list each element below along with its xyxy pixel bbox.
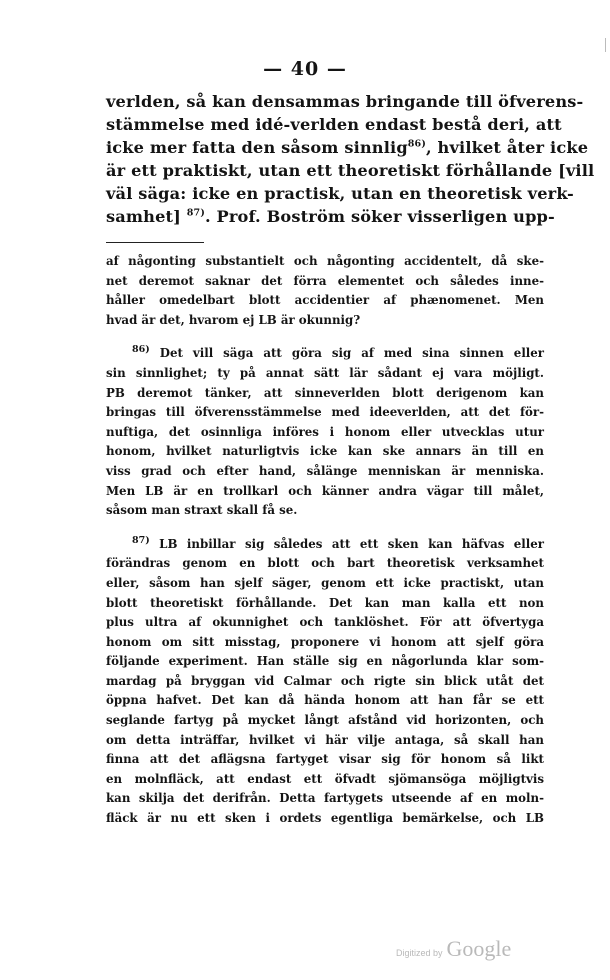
note87-line-4: blott theoretiskt förhållande. Det kan man kalla ett non [106,595,544,610]
page-number: — 40 — [263,58,347,80]
note86-line-1 [106,344,544,364]
body-line-4: är ett praktiskt, utan ett theoretiskt förhållande [vill [106,161,595,180]
body-line-6 [106,205,555,228]
note87-line-12: finna att det aflägsna fartyget visar sig för honom så likt [106,752,544,767]
note87-line-9: öppna hafvet. Det kan då hända honom att han får se ett [106,693,544,708]
note87-line-10: seglande fartyg på mycket långt afstånd vid horizonten, och [106,713,544,728]
note87-line-11: om detta inträffar, hvilket vi här vilje antaga, så skall han [106,732,544,747]
body-line-3-text: icke mer fatta den såsom sinnlig [106,138,408,157]
note87-line-8: mardag på bryggan vid Calmar och rigte sin blick utåt det [106,673,544,688]
note-intro-line-1: af någonting substantielt och någonting accidentelt, då ske- [106,254,544,268]
footnote-ref-87[interactable]: 87) [186,207,205,219]
footnote-marker-87: 87) [132,534,150,546]
note86-line-6: honom, hvilket naturligtvis icke kan ske annars än till en [106,444,544,459]
margin-mark [605,38,606,52]
body-line-3-rest: , hvilket åter icke [425,138,589,157]
note87-line-14: kan skilja det derifrån. Detta fartygets utseende af en moln- [106,791,544,806]
footnote-86 [106,344,544,520]
note87-line-15: fläck är nu ett sken i ordets egentliga bemärkelse, och LB [106,811,544,826]
google-logo: Google [446,936,512,961]
footnote-87 [106,535,544,829]
note-intro-line-4: hvad är det, hvarom ej LB är okunnig? [106,312,361,327]
note86-line-8: Men LB är en trollkarl och känner andra vägar till målet, [106,483,544,498]
footnote-ref-86[interactable]: 86) [407,138,426,150]
footnote-marker-86: 86) [132,344,150,356]
note-intro-line-3: håller omedelbart blott accidentier af phænomenet. Men [106,293,544,308]
note86-line-4: bringas till öfverensstämmelse med ideeverlden, att det för- [106,405,544,420]
note86-line-7: viss grad och efter hand, sålänge menniskan är menniska. [106,463,544,478]
google-watermark [396,936,511,962]
note86-line-5: nuftiga, det osinnliga införes i honom eller utvecklas utur [106,424,544,439]
note87-line-6: honom om sitt misstag, proponere vi honom att sjelf göra [106,634,544,649]
body-text [106,90,595,228]
body-line-6-text: samhet] [106,207,181,226]
watermark-prefix: Digitized by [396,948,443,958]
footnotes [106,252,544,843]
note87-line-2: förändras genom en blott och bart theoretisk verksamhet [106,556,544,571]
note87-line-1 [106,535,544,555]
note86-line-3: PB deremot tänker, att sinneverlden blott derigenom kan [106,385,544,400]
body-line-5: väl säga: icke en practisk, utan en theoretisk verk- [106,184,574,203]
body-line-1: verlden, så kan densammas bringande till öfverens- [106,92,584,111]
note86-line-2: sin sinnlighet; ty på annat sätt lär sådant ej vara möjligt. [106,365,544,380]
body-line-3 [106,136,589,159]
note-intro-line-2: net deremot saknar det förra elementet och således inne- [106,273,544,288]
note87-line-3: eller, såsom han sjelf säger, genom ett icke practiskt, utan [106,575,544,590]
note86-line-1-text: Det vill säga att göra sig af med sina sinnen eller [149,346,544,361]
note86-line-9: såsom man straxt skall få se. [106,503,298,518]
note87-line-7: följande experiment. Han ställe sig en någorlunda klar som- [106,654,544,669]
note87-line-13: en molnfläck, att endast ett öfvadt sjömansöga möjligtvis [106,771,544,786]
body-line-2: stämmelse med idé-verlden endast bestå deri, att [106,115,562,134]
note87-line-5: plus ultra af okunnighet och tanklöshet. För att öfvertyga [106,615,544,630]
body-line-7-text: . Prof. Boström söker visserligen upp- [204,207,555,226]
footnote-continuation [106,252,544,330]
note87-line-1-text: LB inbillar sig således att ett sken kan häfvas eller [149,536,544,551]
footnote-separator [106,242,204,243]
